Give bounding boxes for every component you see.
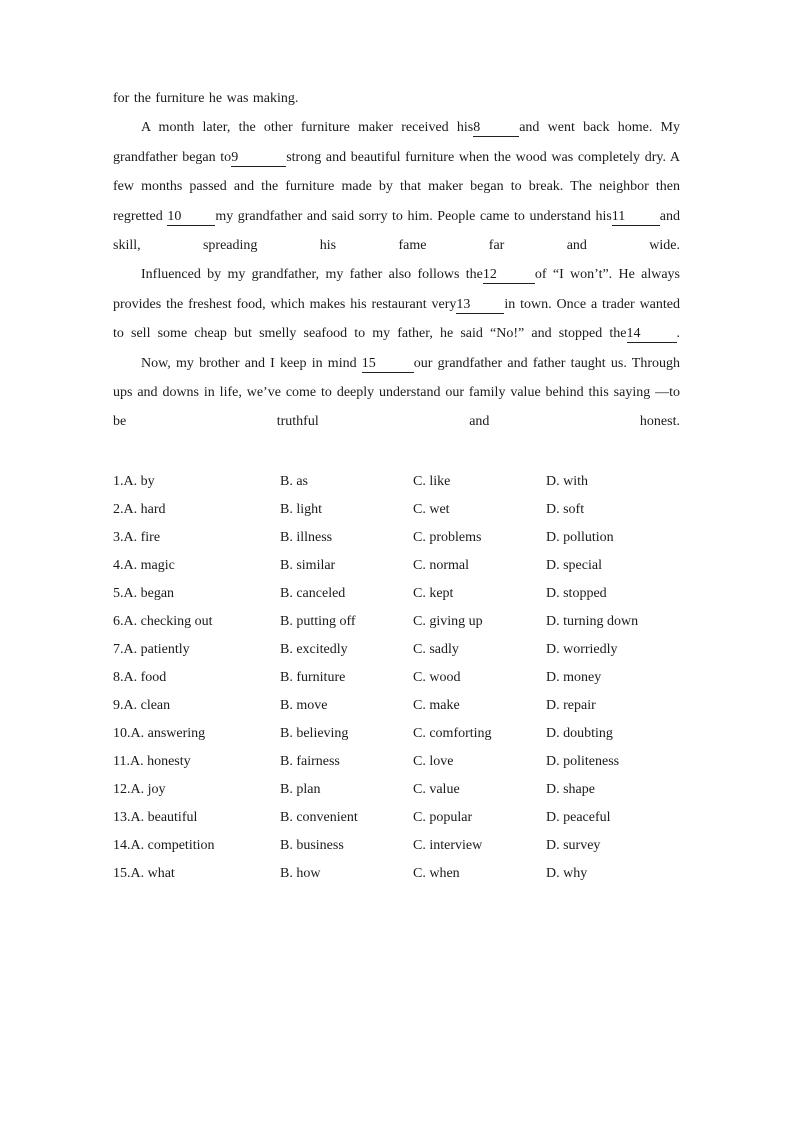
- option-d: D. turning down: [546, 614, 639, 629]
- option-row: [113, 748, 673, 776]
- paragraph-3: [113, 349, 680, 437]
- option-b: B. similar: [280, 558, 336, 573]
- option-d: D. money: [546, 670, 602, 685]
- option-b: B. excitedly: [280, 642, 348, 657]
- blank-10: 10: [167, 209, 215, 226]
- option-d: D. pollution: [546, 530, 614, 545]
- option-row: [113, 804, 673, 832]
- option-b: B. illness: [280, 530, 333, 545]
- passage: [113, 84, 680, 437]
- blank-13: 13: [456, 297, 504, 314]
- option-a: 7.A. patiently: [113, 642, 190, 657]
- option-d: D. shape: [546, 782, 595, 797]
- option-d: D. why: [546, 866, 588, 881]
- paragraph-0: [113, 84, 680, 113]
- option-d: D. repair: [546, 698, 596, 713]
- paragraph-text: strong and beautiful furniture when the wood was completely dry. A few months passed and the furniture made by that maker began to break. The neighbor then regretted: [113, 149, 680, 224]
- paragraph-text: in town. Once a trader wanted to sell some cheap but smelly seafood to my father, he said “No!” and stopped the: [113, 296, 680, 342]
- option-a: 8.A. food: [113, 670, 167, 685]
- option-row: [113, 496, 673, 524]
- option-b: B. convenient: [280, 810, 358, 825]
- option-d: D. peaceful: [546, 810, 611, 825]
- blank-8: 8: [473, 120, 519, 137]
- option-row: [113, 692, 673, 720]
- paragraph-text: and skill, spreading his fame far and wide.: [113, 208, 681, 254]
- option-d: D. survey: [546, 838, 601, 853]
- blank-12: 12: [483, 267, 535, 284]
- option-c: C. kept: [413, 586, 454, 601]
- option-d: D. politeness: [546, 754, 620, 769]
- paragraph-text: our grandfather and father taught us. Through ups and downs in life, we’ve come to deeply understand our family value behind this saying —to be truthful and honest.: [113, 355, 680, 430]
- blank-11: 11: [612, 209, 660, 226]
- option-row: [113, 552, 673, 580]
- option-c: C. value: [413, 782, 460, 797]
- option-a: 14.A. competition: [113, 838, 215, 853]
- option-b: B. light: [280, 502, 323, 517]
- blank-15: 15: [362, 356, 414, 373]
- option-a: 13.A. beautiful: [113, 810, 198, 825]
- option-c: C. sadly: [413, 642, 459, 657]
- option-row: [113, 832, 673, 860]
- option-b: B. as: [280, 474, 308, 489]
- option-c: C. interview: [413, 838, 483, 853]
- option-d: D. worriedly: [546, 642, 618, 657]
- option-row: [113, 664, 673, 692]
- option-c: C. problems: [413, 530, 482, 545]
- option-b: B. fairness: [280, 754, 340, 769]
- option-c: C. giving up: [413, 614, 483, 629]
- option-row: [113, 580, 673, 608]
- option-c: C. wet: [413, 502, 450, 517]
- option-a: 10.A. answering: [113, 726, 206, 741]
- paragraph-2: [113, 260, 680, 348]
- paragraph-text: for the furniture he was making.: [113, 91, 299, 106]
- option-b: B. business: [280, 838, 344, 853]
- option-row: [113, 608, 673, 636]
- option-d: D. with: [546, 474, 588, 489]
- option-c: C. like: [413, 474, 451, 489]
- option-c: C. love: [413, 754, 454, 769]
- option-a: 3.A. fire: [113, 530, 161, 545]
- option-row: [113, 720, 673, 748]
- paragraph-1: [113, 113, 680, 260]
- option-b: B. canceled: [280, 586, 346, 601]
- option-c: C. comforting: [413, 726, 492, 741]
- option-a: 5.A. began: [113, 586, 175, 601]
- paragraph-text: Now, my brother and I keep in mind: [141, 355, 357, 371]
- option-a: 11.A. honesty: [113, 754, 191, 769]
- option-c: C. popular: [413, 810, 473, 825]
- option-a: 4.A. magic: [113, 558, 175, 573]
- paragraph-text: A month later, the other furniture maker received his: [141, 120, 474, 136]
- option-d: D. stopped: [546, 586, 607, 601]
- paragraph-text: and went back home. My grandfather began to: [113, 120, 680, 165]
- option-d: D. special: [546, 558, 602, 573]
- option-a: 12.A. joy: [113, 782, 166, 797]
- option-c: C. wood: [413, 670, 461, 685]
- paragraph-text: my grandfather and said sorry to him. People came to understand his: [215, 208, 612, 224]
- option-d: D. doubting: [546, 726, 613, 741]
- option-row: [113, 636, 673, 664]
- option-b: B. move: [280, 698, 328, 713]
- option-a: 1.A. by: [113, 474, 155, 489]
- option-b: B. furniture: [280, 670, 346, 685]
- paragraph-text: of “I won’t”. He always provides the freshest food, which makes his restaurant very: [113, 267, 680, 312]
- option-a: 9.A. clean: [113, 698, 171, 713]
- option-c: C. when: [413, 866, 460, 881]
- option-d: D. soft: [546, 502, 585, 517]
- option-a: 2.A. hard: [113, 502, 166, 517]
- option-row: [113, 524, 673, 552]
- option-a: 15.A. what: [113, 866, 175, 881]
- paragraph-text: .: [676, 326, 680, 342]
- option-b: B. plan: [280, 782, 321, 797]
- option-c: C. normal: [413, 558, 469, 573]
- option-c: C. make: [413, 698, 460, 713]
- answer-options: [113, 468, 673, 888]
- option-row: [113, 776, 673, 804]
- option-b: B. putting off: [280, 614, 356, 629]
- option-b: B. how: [280, 866, 321, 881]
- blank-9: 9: [231, 150, 286, 167]
- option-a: 6.A. checking out: [113, 614, 213, 629]
- paragraph-text: Influenced by my grandfather, my father also follows the: [141, 267, 483, 283]
- option-row: [113, 860, 673, 888]
- option-b: B. believing: [280, 726, 349, 741]
- option-row: [113, 468, 673, 496]
- blank-14: 14: [627, 326, 677, 343]
